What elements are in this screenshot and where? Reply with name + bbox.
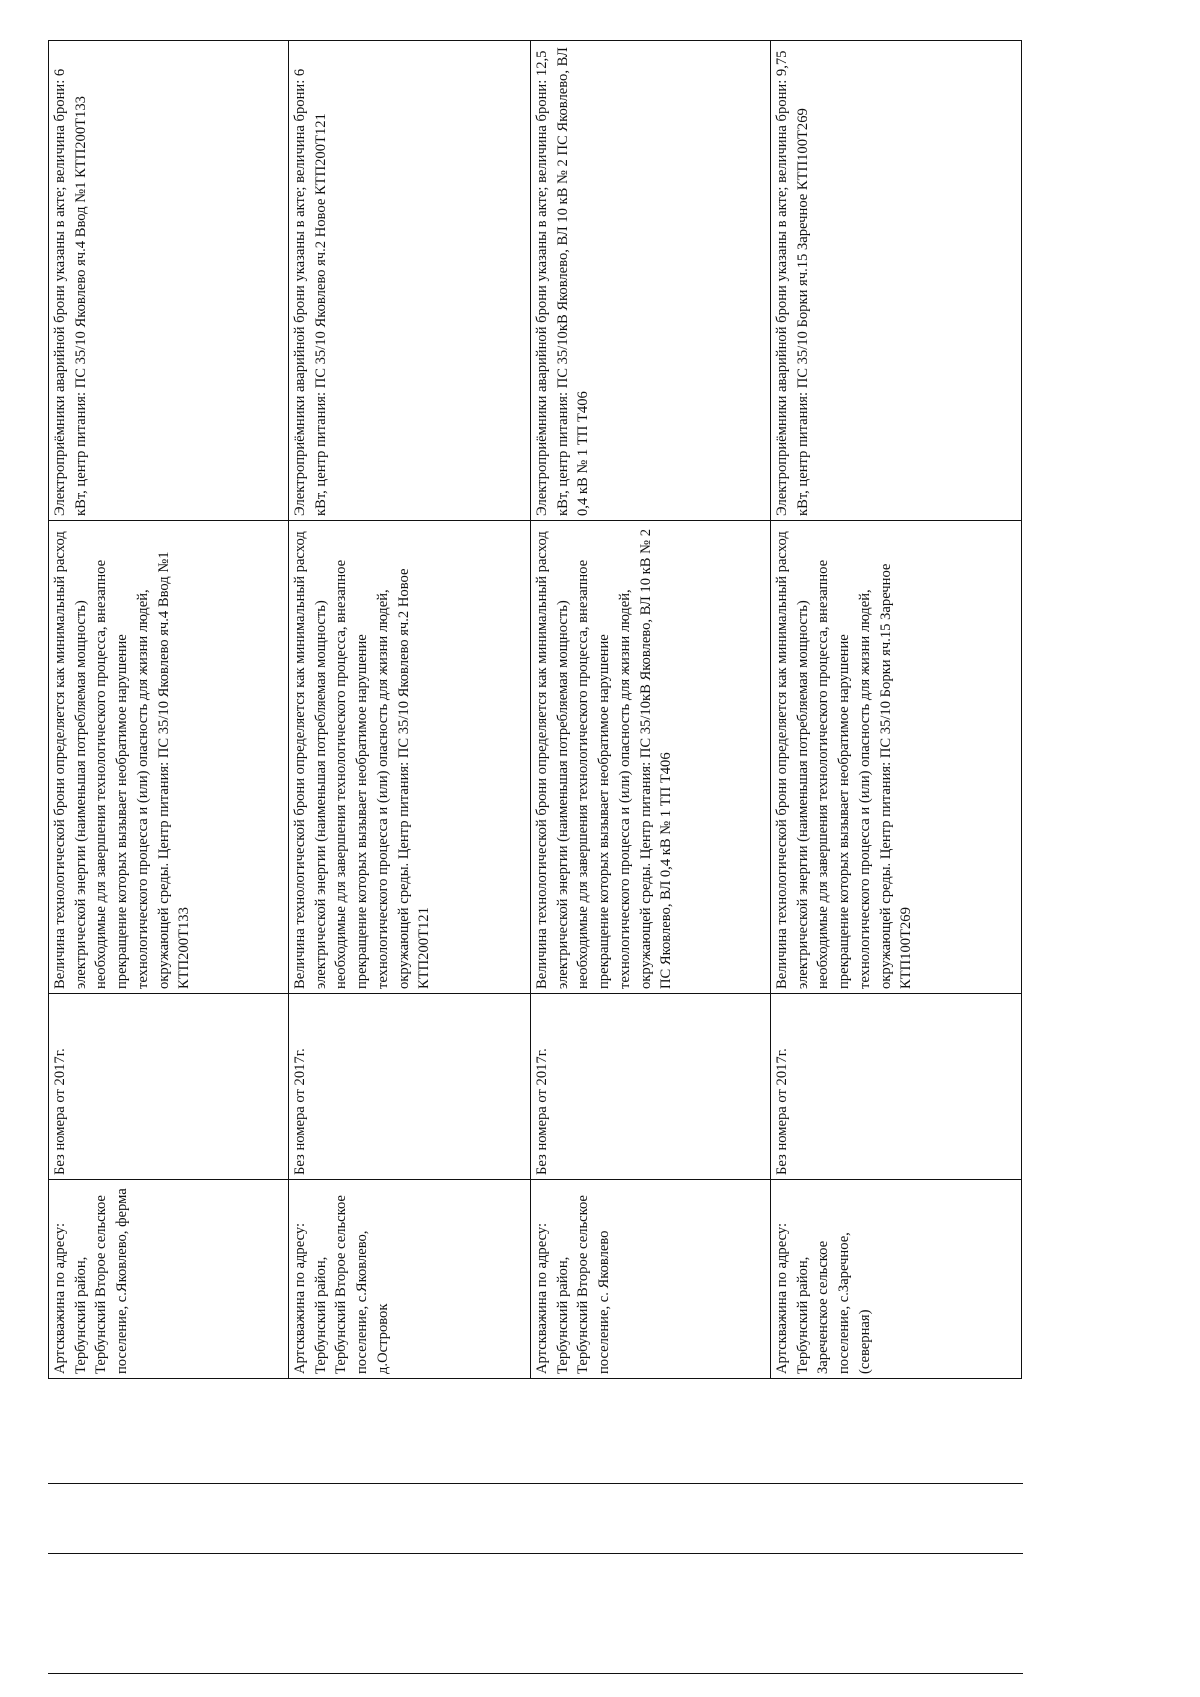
- object-cell: [771, 1180, 1022, 1379]
- object-cell: [289, 1180, 531, 1379]
- emergency-reserve-cell: [49, 41, 289, 521]
- emergency-reserve-cell: [289, 41, 531, 521]
- emergency-reserve-cell: [531, 41, 771, 521]
- act-text: Без номера от 2017г.: [534, 1048, 550, 1175]
- column-rule: [48, 1673, 1023, 1674]
- technological-reserve-text: Величина технологической брони определяется как минимальный расход электрической энергии (наименьшая потребляемая мощность) необходимые для завершения технологического процесса, внезапное прекращение которых вызывает необратимое нарушение технологического процесса и (или) опасность для жизни людей, окружающей среды. Центр питания: ПС 35/10 Борки яч.15 Заречное КТП100Т269: [774, 531, 915, 989]
- rotated-landscape-content: [48, 44, 1023, 1669]
- act-cell: [49, 994, 289, 1180]
- object-cell: [49, 1180, 289, 1379]
- emergency-reserve-text: Электроприёмники аварийной брони указаны в акте; величина брони: 6 кВт, центр питания: ПС 35/10 Яковлево яч.2 Новое КТП200Т121: [292, 68, 329, 516]
- object-text: Артскважина по адресу: Тербунский район, Зареченское сельское поселение, с.Заречное, (северная): [774, 1222, 873, 1374]
- act-cell: [289, 994, 531, 1180]
- act-text: Без номера от 2017г.: [52, 1048, 68, 1175]
- act-cell: [531, 994, 771, 1180]
- technological-reserve-cell: [531, 521, 771, 994]
- table-row: [531, 41, 771, 1379]
- act-cell: [771, 994, 1022, 1180]
- object-text: Артскважина по адресу: Тербунский район, Тербунский Второе сельское поселение, с.Яковлево, д.Островок: [292, 1195, 391, 1374]
- column-rule: [48, 1483, 1023, 1484]
- emergency-reserve-text: Электроприёмники аварийной брони указаны в акте; величина брони: 12,5 кВт, центр питания: ПС 35/10кВ Яковлево, ВЛ 10 кВ № 2 ПС Яковлево, ВЛ 0,4 кВ № 1 ТП Т406: [534, 47, 592, 516]
- emergency-reserve-cell: [771, 41, 1022, 521]
- object-text: Артскважина по адресу: Тербунский район, Тербунский Второе сельское поселение, с.Яковлево, ферма: [52, 1188, 131, 1374]
- emergency-reserve-table: [48, 40, 1022, 1379]
- technological-reserve-text: Величина технологической брони определяется как минимальный расход электрической энергии (наименьшая потребляемая мощность) необходимые для завершения технологического процесса, внезапное прекращение которых вызывает необратимое нарушение технологического процесса и (или) опасность для жизни людей, окружающей среды. Центр питания: ПС 35/10 Яковлево яч.4 Ввод №1 КТП200Т133: [52, 531, 193, 989]
- emergency-reserve-text: Электроприёмники аварийной брони указаны в акте; величина брони: 6 кВт, центр питания: ПС 35/10 Яковлево яч.4 Ввод №1 КТП200Т133: [52, 68, 89, 516]
- act-text: Без номера от 2017г.: [292, 1048, 308, 1175]
- table-row: [49, 41, 289, 1379]
- table-row: [771, 41, 1022, 1379]
- object-cell: [531, 1180, 771, 1379]
- technological-reserve-cell: [289, 521, 531, 994]
- technological-reserve-text: Величина технологической брони определяется как минимальный расход электрической энергии (наименьшая потребляемая мощность) необходимые для завершения технологического процесса, внезапное прекращение которых вызывает необратимое нарушение технологического процесса и (или) опасность для жизни людей, окружающей среды. Центр питания: ПС 35/10 Яковлево яч.2 Новое КТП200Т121: [292, 531, 433, 989]
- table-row: [289, 41, 531, 1379]
- column-rule: [48, 1553, 1023, 1554]
- technological-reserve-cell: [771, 521, 1022, 994]
- act-text: Без номера от 2017г.: [774, 1048, 790, 1175]
- technological-reserve-cell: [49, 521, 289, 994]
- technological-reserve-text: Величина технологической брони определяется как минимальный расход электрической энергии (наименьшая потребляемая мощность) необходимые для завершения технологического процесса, внезапное прекращение которых вызывает необратимое нарушение технологического процесса и (или) опасность для жизни людей, окружающей среды. Центр питания: ПС 35/10кВ Яковлево, ВЛ 10 кВ № 2 ПС Яковлево, ВЛ 0,4 кВ № 1 ТП Т406: [534, 528, 675, 989]
- emergency-reserve-text: Электроприёмники аварийной брони указаны в акте; величина брони: 9,75 кВт, центр питания: ПС 35/10 Борки яч.15 Заречное КТП100Т269: [774, 50, 811, 516]
- object-text: Артскважина по адресу: Тербунский район, Тербунский Второе сельское поселение, с. Яковлево: [534, 1195, 613, 1374]
